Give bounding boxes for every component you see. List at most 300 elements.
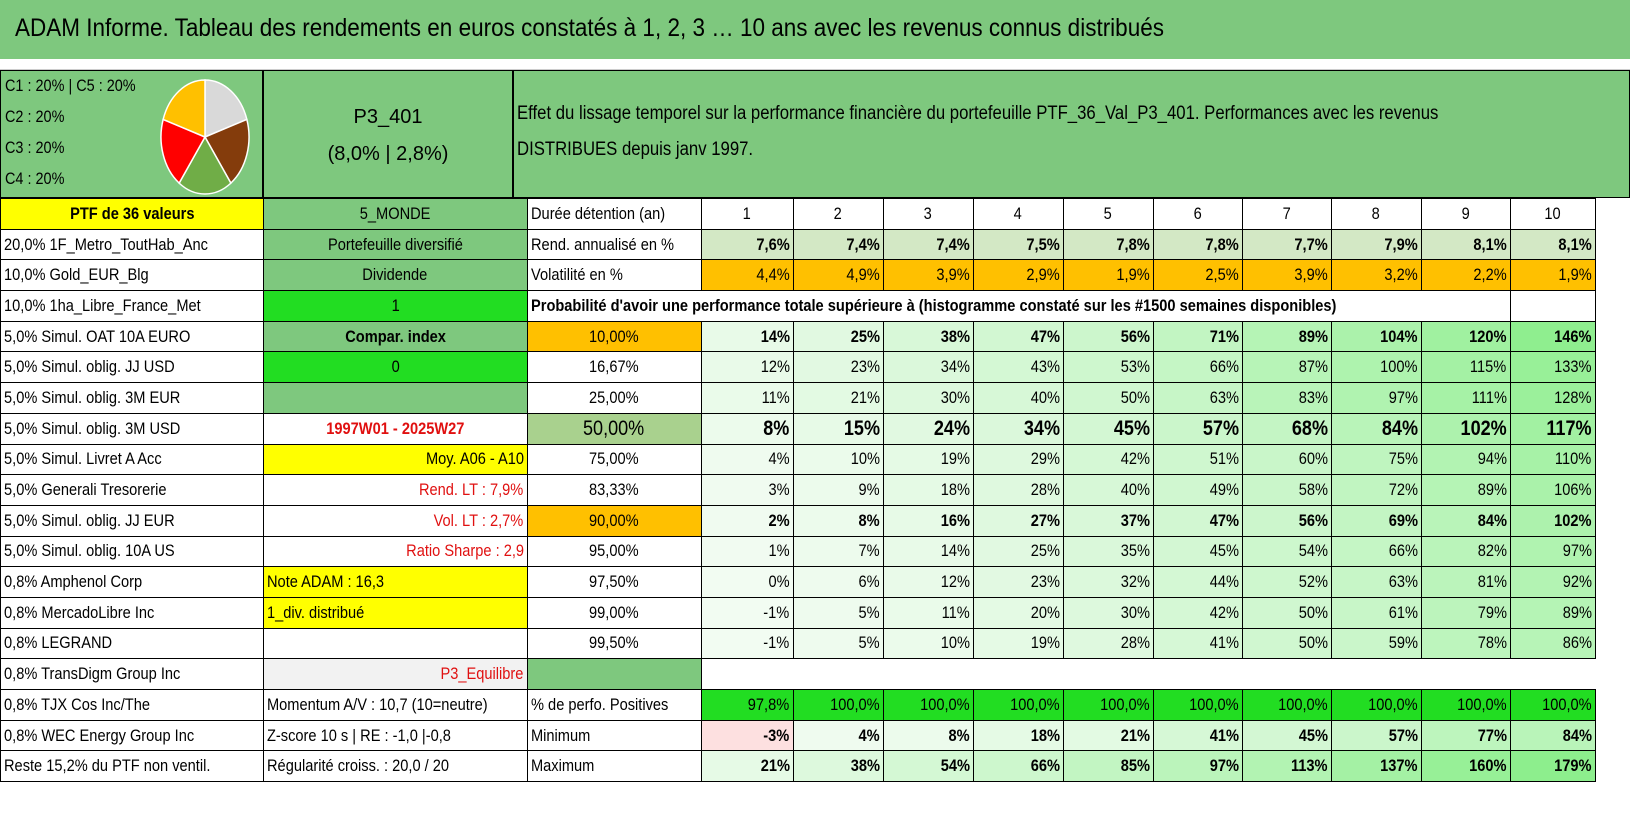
prob-threshold [527,628,701,659]
vol-value-text: 3,9% [936,265,970,285]
positive-value-text: 100,0% [1277,694,1328,714]
prob-value [883,597,973,628]
vol-value [1510,260,1595,291]
table-row [1,505,1596,536]
prob-value [973,505,1063,536]
year-header [793,199,883,230]
prob-value [1242,475,1331,506]
asset-label-text: 10,0% 1ha_Libre_France_Met [4,295,201,315]
prob-value [1331,475,1421,506]
max-value-text: 21% [760,756,790,776]
prob-value-text: 66% [1388,541,1418,561]
prob-value-text: 68% [1291,416,1328,440]
prob-value-text: 146% [1554,326,1592,346]
prob-value-text: 27% [1030,510,1060,530]
vol-value [1242,260,1331,291]
vol-value-text: 2,5% [1205,265,1239,285]
positive-value-text: 97,8% [748,694,790,714]
prob-value [1153,413,1242,444]
prob-value-text: 8% [763,416,790,440]
prob-value [1063,352,1153,383]
prob-value [793,597,883,628]
prob-value [1063,597,1153,628]
vol-label-text: Volatilité en % [530,265,623,285]
vol-value-text: 4,4% [756,265,790,285]
vol-value [701,260,793,291]
info-cell-text: Compar. index [344,326,446,346]
year-header [1421,199,1510,230]
asset-label-text: 0,8% MercadoLibre Inc [4,602,155,622]
prob-value-text: 117% [1546,416,1592,440]
prob-value [1153,321,1242,352]
max-value-text: 54% [940,756,970,776]
rend-value-text: 7,5% [1026,234,1060,254]
table-row [1,659,1596,690]
prob-value [1331,597,1421,628]
prob-value [1242,505,1331,536]
max-value [1331,751,1421,782]
prob-value [973,444,1063,475]
asset-label [1,229,264,260]
prob-value [1510,597,1595,628]
prob-threshold-text: 25,00% [589,387,639,407]
legend-line: C2 : 20% [5,107,65,126]
prob-threshold-text: 16,67% [589,357,639,377]
prob-value [701,628,793,659]
table-row [1,229,1596,260]
prob-value [1331,505,1421,536]
prob-value [1331,567,1421,598]
prob-title-text: Probabilité d'avoir une performance totale supérieure à (histogramme constaté sur les #1500 semaines disponibles) [530,295,1336,315]
prob-value-text: 57% [1202,416,1239,440]
max-value [1421,751,1510,782]
rend-value [1153,229,1242,260]
prob-value-text: 25% [850,326,880,346]
prob-value-text: 6% [858,572,880,592]
prob-value-text: 86% [1562,633,1592,653]
prob-value-text: 78% [1477,633,1507,653]
prob-value [701,352,793,383]
info-cell [264,260,528,291]
prob-value [1063,475,1153,506]
asset-label-text: 0,8% WEC Energy Group Inc [4,725,195,745]
prob-value-text: 51% [1209,449,1239,469]
max-value [1510,751,1595,782]
prob-value-text: 5% [858,633,880,653]
prob-value-text: 52% [1298,572,1328,592]
prob-value [1331,413,1421,444]
portfolio-name: P3_401 [353,106,423,128]
info-cell-text: Moy. A06 - A10 [425,449,524,469]
rend-value [883,229,973,260]
prob-value-text: 104% [1380,326,1418,346]
positive-label-text: % de perfo. Positives [530,694,668,714]
prob-value-text: 7% [858,541,880,561]
prob-value [793,628,883,659]
asset-label [1,690,264,721]
table-row [1,413,1596,444]
prob-value-text: 87% [1298,357,1328,377]
max-value-text: 97% [1209,756,1239,776]
info-cell [264,199,528,230]
prob-value [973,352,1063,383]
prob-value [1510,475,1595,506]
rend-value-text: 7,8% [1116,234,1150,254]
prob-value [793,413,883,444]
prob-value [1421,383,1510,414]
header-label-text: Durée détention (an) [530,203,665,223]
prob-value-text: 20% [1030,602,1060,622]
max-label-text: Maximum [530,756,594,776]
vol-value-text: 4,9% [846,265,880,285]
positive-value [1063,690,1153,721]
prob-value-text: 45% [1113,416,1150,440]
asset-label-text: 5,0% Simul. oblig. 3M EUR [4,387,181,407]
prob-threshold [527,536,701,567]
info-cell-text: 1_div. distribué [267,602,365,622]
prob-value-text: 28% [1120,633,1150,653]
asset-label [1,567,264,598]
positive-value-text: 100,0% [1009,694,1060,714]
prob-value [973,321,1063,352]
prob-value-text: 43% [1030,357,1060,377]
rend-value-text: 8,1% [1473,234,1507,254]
year-header-text: 9 [1461,203,1470,223]
min-value-text: 4% [858,725,880,745]
rend-value [1510,229,1595,260]
vol-value [1153,260,1242,291]
table-row [1,199,1596,230]
rend-value-text: 7,6% [756,234,790,254]
info-cell-text: 0 [391,357,400,377]
max-value [793,751,883,782]
vol-value [793,260,883,291]
info-cell [264,413,528,444]
prob-value-text: 59% [1388,633,1418,653]
prob-value-text: 11% [941,602,970,622]
returns-table [0,198,1596,782]
asset-label [1,260,264,291]
prob-value-text: 120% [1469,326,1507,346]
vol-value-text: 2,2% [1473,265,1507,285]
legend-line: C1 : 20% | C5 : 20% [5,76,136,95]
prob-value-text: 0% [768,572,790,592]
prob-value-text: 14% [940,541,970,561]
prob-value [1153,536,1242,567]
prob-value-text: 8% [858,510,880,530]
info-cell-text: Ratio Sharpe : 2,9 [405,541,524,561]
asset-label [1,659,264,690]
info-cell-text: Momentum A/V : 10,7 (10=neutre) [267,694,488,714]
asset-label-text: 0,8% TransDigm Group Inc [4,664,181,684]
prob-value [1331,383,1421,414]
max-value-text: 38% [850,756,880,776]
vol-value [1421,260,1510,291]
prob-value [973,597,1063,628]
prob-value-text: 79% [1477,602,1507,622]
prob-threshold-text: 90,00% [589,510,639,530]
prob-threshold-text: 75,00% [589,449,639,469]
prob-value-text: 102% [1460,416,1507,440]
prob-value [1510,536,1595,567]
info-cell [264,567,528,598]
table-row [1,597,1596,628]
prob-value [883,413,973,444]
prob-value [701,536,793,567]
prob-value [701,505,793,536]
vol-value-text: 3,9% [1294,265,1328,285]
prob-value-text: 34% [1023,416,1060,440]
portfolio-id-cell [263,70,513,198]
prob-value [701,567,793,598]
prob-value [1421,536,1510,567]
prob-value [883,536,973,567]
min-value-text: 41% [1209,725,1239,745]
prob-value-text: 45% [1209,541,1239,561]
year-header-text: 7 [1282,203,1291,223]
empty-cell [1510,291,1595,322]
table-row [1,291,1596,322]
vol-value [883,260,973,291]
prob-value [1153,597,1242,628]
min-label [527,720,701,751]
prob-value [973,475,1063,506]
asset-label-text: 5,0% Simul. oblig. 10A US [4,541,175,561]
max-value-text: 179% [1554,756,1592,776]
prob-threshold-text: 99,00% [589,602,639,622]
vol-value-text: 1,9% [1558,265,1592,285]
prob-value-text: 10% [850,449,880,469]
year-header-text: 4 [1013,203,1023,223]
prob-value [1153,475,1242,506]
prob-value-text: 50% [1120,387,1150,407]
min-value [1331,720,1421,751]
prob-value [1421,597,1510,628]
prob-threshold [527,383,701,414]
prob-value-text: 9% [858,480,880,500]
table-row [1,321,1596,352]
positive-value [1510,690,1595,721]
prob-value-text: 14% [760,326,790,346]
prob-value-text: 44% [1209,572,1239,592]
asset-label [1,628,264,659]
prob-value [1421,321,1510,352]
asset-label [1,352,264,383]
asset-label-text: 5,0% Simul. oblig. JJ EUR [4,510,175,530]
prob-value [1331,321,1421,352]
prob-value-text: 37% [1120,510,1150,530]
min-value [701,720,793,751]
positive-label [527,690,701,721]
year-header [1063,199,1153,230]
prob-value-text: 53% [1120,357,1150,377]
rend-value [793,229,883,260]
prob-value-text: 32% [1120,572,1150,592]
max-value [973,751,1063,782]
prob-value [1063,321,1153,352]
prob-value [973,413,1063,444]
prob-value-text: 72% [1388,480,1418,500]
prob-value [793,321,883,352]
prob-value [1063,628,1153,659]
rend-value-text: 7,4% [936,234,970,254]
min-value [1421,720,1510,751]
prob-value [793,505,883,536]
table-row [1,751,1596,782]
max-value-text: 113% [1290,756,1328,776]
prob-value-text: 24% [933,416,970,440]
prob-value-text: 58% [1298,480,1328,500]
prob-value-text: 29% [1030,449,1060,469]
table-row [1,628,1596,659]
positive-value [1242,690,1331,721]
prob-threshold-text: 10,00% [589,326,639,346]
prob-threshold [527,444,701,475]
prob-value-text: 61% [1388,602,1418,622]
prob-value-text: 97% [1388,387,1418,407]
year-header [701,199,793,230]
prob-value [1510,444,1595,475]
asset-label [1,413,264,444]
prob-value-text: 102% [1554,510,1592,530]
asset-label [1,597,264,628]
prob-value [793,444,883,475]
prob-value-text: 50% [1298,633,1328,653]
max-value-text: 85% [1120,756,1150,776]
prob-value-text: 63% [1388,572,1418,592]
positive-value-text: 100,0% [1541,694,1592,714]
prob-value-text: 19% [940,449,970,469]
prob-value [883,475,973,506]
prob-value [883,383,973,414]
prob-value-text: 133% [1554,357,1592,377]
page-title: ADAM Informe. Tableau des rendements en euros constatés à 1, 2, 3 … 10 ans avec les revenus connus distribués [15,14,1164,42]
prob-threshold [527,352,701,383]
prob-value [1153,352,1242,383]
prob-value-text: 38% [940,326,970,346]
asset-label-text: 5,0% Simul. oblig. JJ USD [4,357,175,377]
portfolio-perf: (8,0% | 2,8%) [327,143,449,165]
min-value [1242,720,1331,751]
info-cell [264,321,528,352]
prob-value-text: 47% [1209,510,1239,530]
allocation-pie-chart [159,79,251,195]
prob-value [1242,628,1331,659]
prob-value-text: 42% [1120,449,1150,469]
prob-value-text: 40% [1120,480,1150,500]
prob-value-text: 47% [1030,326,1060,346]
prob-value [1242,383,1331,414]
table-row [1,383,1596,414]
table-row [1,444,1596,475]
prob-value [1242,597,1331,628]
title-bar [0,0,1630,64]
table-row [1,536,1596,567]
prob-value-text: 75% [1388,449,1418,469]
asset-label-text: 5,0% Generali Tresorerie [4,480,167,500]
prob-value-text: 30% [1120,602,1150,622]
prob-value [1063,444,1153,475]
positive-value-text: 100,0% [1099,694,1150,714]
prob-threshold-text: 50,00% [583,416,645,440]
prob-value [1242,321,1331,352]
prob-value [1242,413,1331,444]
min-value-text: 84% [1562,725,1592,745]
positive-value [973,690,1063,721]
prob-value [973,567,1063,598]
prob-value [1331,628,1421,659]
prob-value [1063,536,1153,567]
prob-value [793,567,883,598]
rend-value [1242,229,1331,260]
positive-value [1331,690,1421,721]
asset-label [1,444,264,475]
min-value [973,720,1063,751]
table-row [1,720,1596,751]
info-cell-text: Dividende [362,265,428,285]
prob-value [701,597,793,628]
description-line: DISTRIBUES depuis janv 1997. [517,139,754,160]
asset-label-text: 0,8% Amphenol Corp [4,572,143,592]
prob-threshold-text: 99,50% [589,633,639,653]
prob-value-text: 89% [1477,480,1507,500]
info-cell [264,291,528,322]
prob-value-text: 23% [1030,572,1060,592]
info-cell-text: 1997W01 - 2025W27 [326,418,465,438]
rend-value [1331,229,1421,260]
prob-value [1510,352,1595,383]
asset-label [1,505,264,536]
prob-value-text: 71% [1209,326,1239,346]
asset-label-text: Reste 15,2% du PTF non ventil. [4,756,211,776]
year-header [1153,199,1242,230]
year-header [1242,199,1331,230]
rend-value [973,229,1063,260]
min-value [1510,720,1595,751]
prob-value [701,383,793,414]
prob-value [701,413,793,444]
positive-value [793,690,883,721]
prob-value-text: 2% [768,510,790,530]
prob-value [1331,536,1421,567]
info-cell [264,659,528,690]
prob-value [1510,413,1595,444]
prob-value-text: 12% [940,572,970,592]
prob-value [793,475,883,506]
max-value-text: 137% [1380,756,1418,776]
info-cell [264,352,528,383]
asset-label [1,199,264,230]
prob-threshold [527,505,701,536]
info-cell [264,383,528,414]
prob-value [1421,444,1510,475]
asset-label-text: 20,0% 1F_Metro_ToutHab_Anc [4,234,208,254]
prob-value [883,352,973,383]
prob-value-text: 28% [1030,480,1060,500]
min-label-text: Minimum [530,725,590,745]
prob-value [1510,567,1595,598]
positive-value-text: 100,0% [829,694,880,714]
prob-value [701,444,793,475]
table-row [1,567,1596,598]
asset-label-text: 0,8% TJX Cos Inc/The [4,694,150,714]
prob-value-text: 3% [768,480,790,500]
vol-value [1331,260,1421,291]
prob-value [1153,505,1242,536]
year-header [883,199,973,230]
prob-value-text: 83% [1298,387,1328,407]
info-cell [264,628,528,659]
